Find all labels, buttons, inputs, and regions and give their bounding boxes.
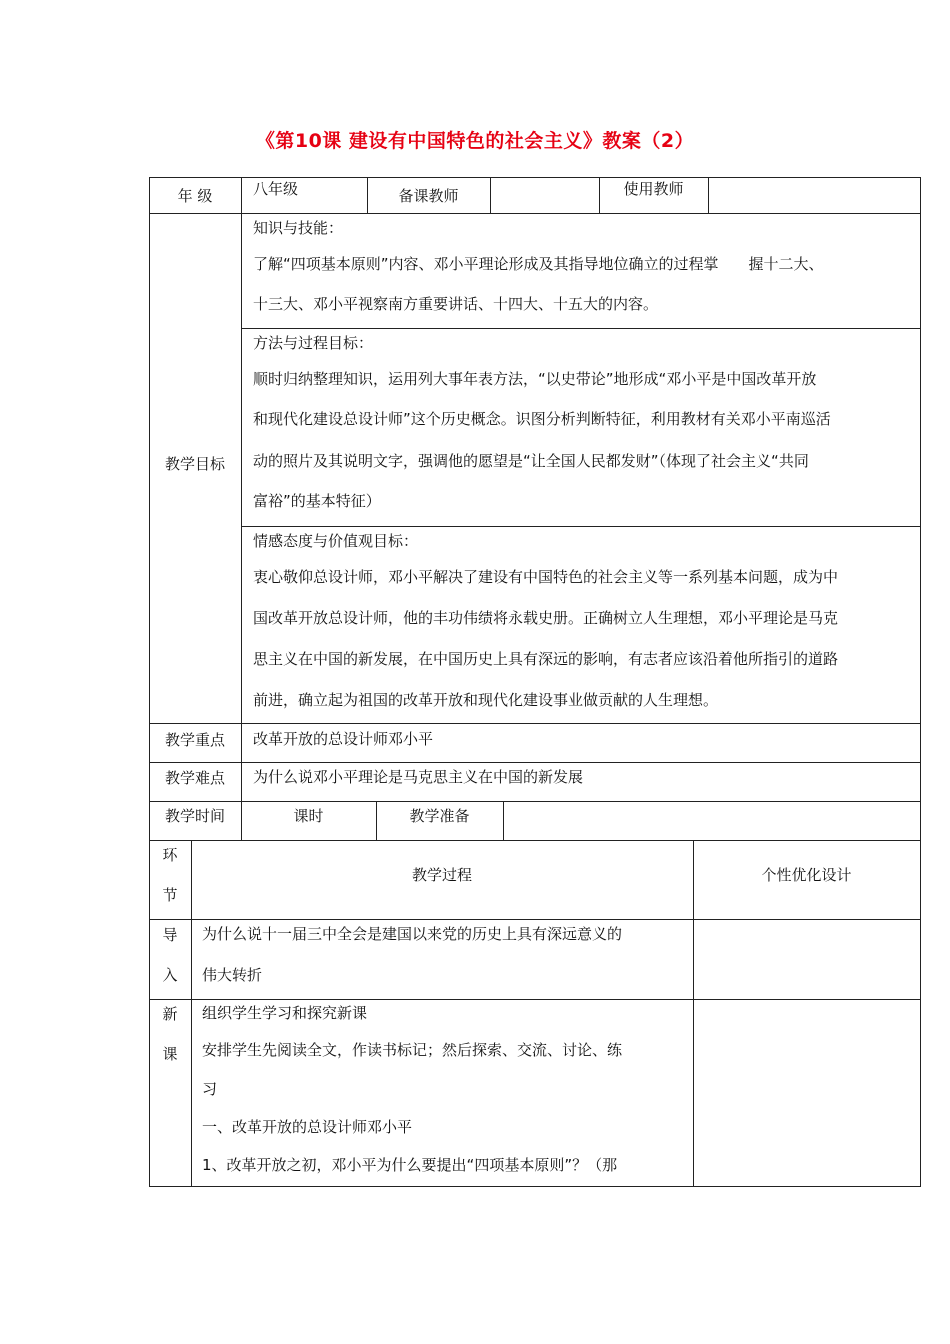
method-line: 动的照片及其说明文字，强调他的愿望是“让全国人民都发财”（体现了社会主义“共同 bbox=[253, 452, 809, 470]
key-point-value: 改革开放的总设计师邓小平 bbox=[253, 730, 434, 748]
emotion-line: 衷心敬仰总设计师，邓小平解决了建设有中国特色的社会主义等一系列基本问题，成为中 bbox=[253, 568, 839, 586]
emotion-title: 情感态度与价值观目标： bbox=[253, 532, 419, 550]
method-title: 方法与过程目标： bbox=[253, 334, 374, 352]
row-divider bbox=[241, 526, 921, 527]
row-divider bbox=[149, 919, 921, 920]
col-divider bbox=[241, 178, 242, 213]
row-divider bbox=[149, 213, 921, 214]
stage-header: 环 bbox=[162, 846, 178, 864]
row-divider bbox=[149, 801, 921, 802]
time-label: 教学时间 bbox=[164, 807, 225, 825]
prep-label: 教学准备 bbox=[409, 807, 470, 825]
process-header: 教学过程 bbox=[411, 866, 472, 884]
new-lesson-stage: 新 bbox=[162, 1005, 178, 1023]
intro-line: 伟大转折 bbox=[202, 966, 263, 984]
row-divider bbox=[241, 328, 921, 329]
new-lesson-line: 组织学生学习和探究新课 bbox=[202, 1004, 368, 1022]
objectives-label: 教学目标 bbox=[164, 455, 225, 473]
method-line: 顺时归纳整理知识，运用列大事年表方法，“以史带论”地形成“邓小平是中国改革开放 bbox=[253, 370, 817, 388]
col-divider bbox=[191, 840, 192, 1186]
difficulty-label: 教学难点 bbox=[164, 769, 225, 787]
method-line: 和现代化建设总设计师”这个历史概念。识图分析判断特征，利用教材有关邓小平南巡活 bbox=[253, 410, 831, 428]
method-line: 富裕”的基本特征） bbox=[253, 492, 381, 510]
new-lesson-line: 习 bbox=[202, 1080, 218, 1098]
row-divider bbox=[149, 723, 921, 724]
stage-header: 节 bbox=[162, 886, 178, 904]
intro-stage: 入 bbox=[162, 966, 178, 984]
col-divider bbox=[920, 178, 921, 1186]
user-teacher-label: 使用教师 bbox=[623, 180, 684, 198]
knowledge-line: 了解“四项基本原则”内容、邓小平理论形成及其指导地位确立的过程掌 握十二大、 bbox=[253, 255, 824, 273]
knowledge-title: 知识与技能： bbox=[253, 219, 344, 237]
row-divider bbox=[149, 999, 921, 1000]
design-header: 个性优化设计 bbox=[761, 866, 852, 884]
new-lesson-line: 1、改革开放之初，邓小平为什么要提出“四项基本原则”？（那 bbox=[202, 1156, 618, 1174]
grade-label: 年 级 bbox=[177, 187, 213, 205]
new-lesson-stage: 课 bbox=[162, 1045, 178, 1063]
emotion-line: 前进，确立起为祖国的改革开放和现代化建设事业做贡献的人生理想。 bbox=[253, 691, 719, 709]
lesson-plan-table bbox=[149, 177, 921, 1187]
col-divider bbox=[693, 840, 694, 1186]
col-divider bbox=[490, 178, 491, 213]
new-lesson-line: 一、改革开放的总设计师邓小平 bbox=[202, 1118, 413, 1136]
prep-teacher-label: 备课教师 bbox=[398, 187, 459, 205]
new-lesson-line: 安排学生先阅读全文，作读书标记；然后探索、交流、讨论、练 bbox=[202, 1041, 623, 1059]
intro-stage: 导 bbox=[162, 926, 178, 944]
emotion-line: 思主义在中国的新发展，在中国历史上具有深远的影响，有志者应该沿着他所指引的道路 bbox=[253, 650, 839, 668]
col-divider bbox=[149, 178, 150, 1186]
col-divider bbox=[503, 801, 504, 840]
intro-line: 为什么说十一届三中全会是建国以来党的历史上具有深远意义的 bbox=[202, 925, 623, 943]
knowledge-line: 十三大、邓小平视察南方重要讲话、十四大、十五大的内容。 bbox=[253, 295, 659, 313]
row-divider bbox=[149, 840, 921, 841]
key-point-label: 教学重点 bbox=[164, 731, 225, 749]
emotion-line: 国改革开放总设计师，他的丰功伟绩将永载史册。正确树立人生理想，邓小平理论是马克 bbox=[253, 609, 839, 627]
difficulty-value: 为什么说邓小平理论是马克思主义在中国的新发展 bbox=[253, 768, 584, 786]
page-title: 《第10课 建设有中国特色的社会主义》教案（2） bbox=[255, 130, 695, 152]
grade-value: 八年级 bbox=[253, 180, 299, 198]
col-divider bbox=[708, 178, 709, 213]
col-divider bbox=[241, 213, 242, 801]
hours-label: 课时 bbox=[293, 807, 324, 825]
row-divider bbox=[149, 762, 921, 763]
